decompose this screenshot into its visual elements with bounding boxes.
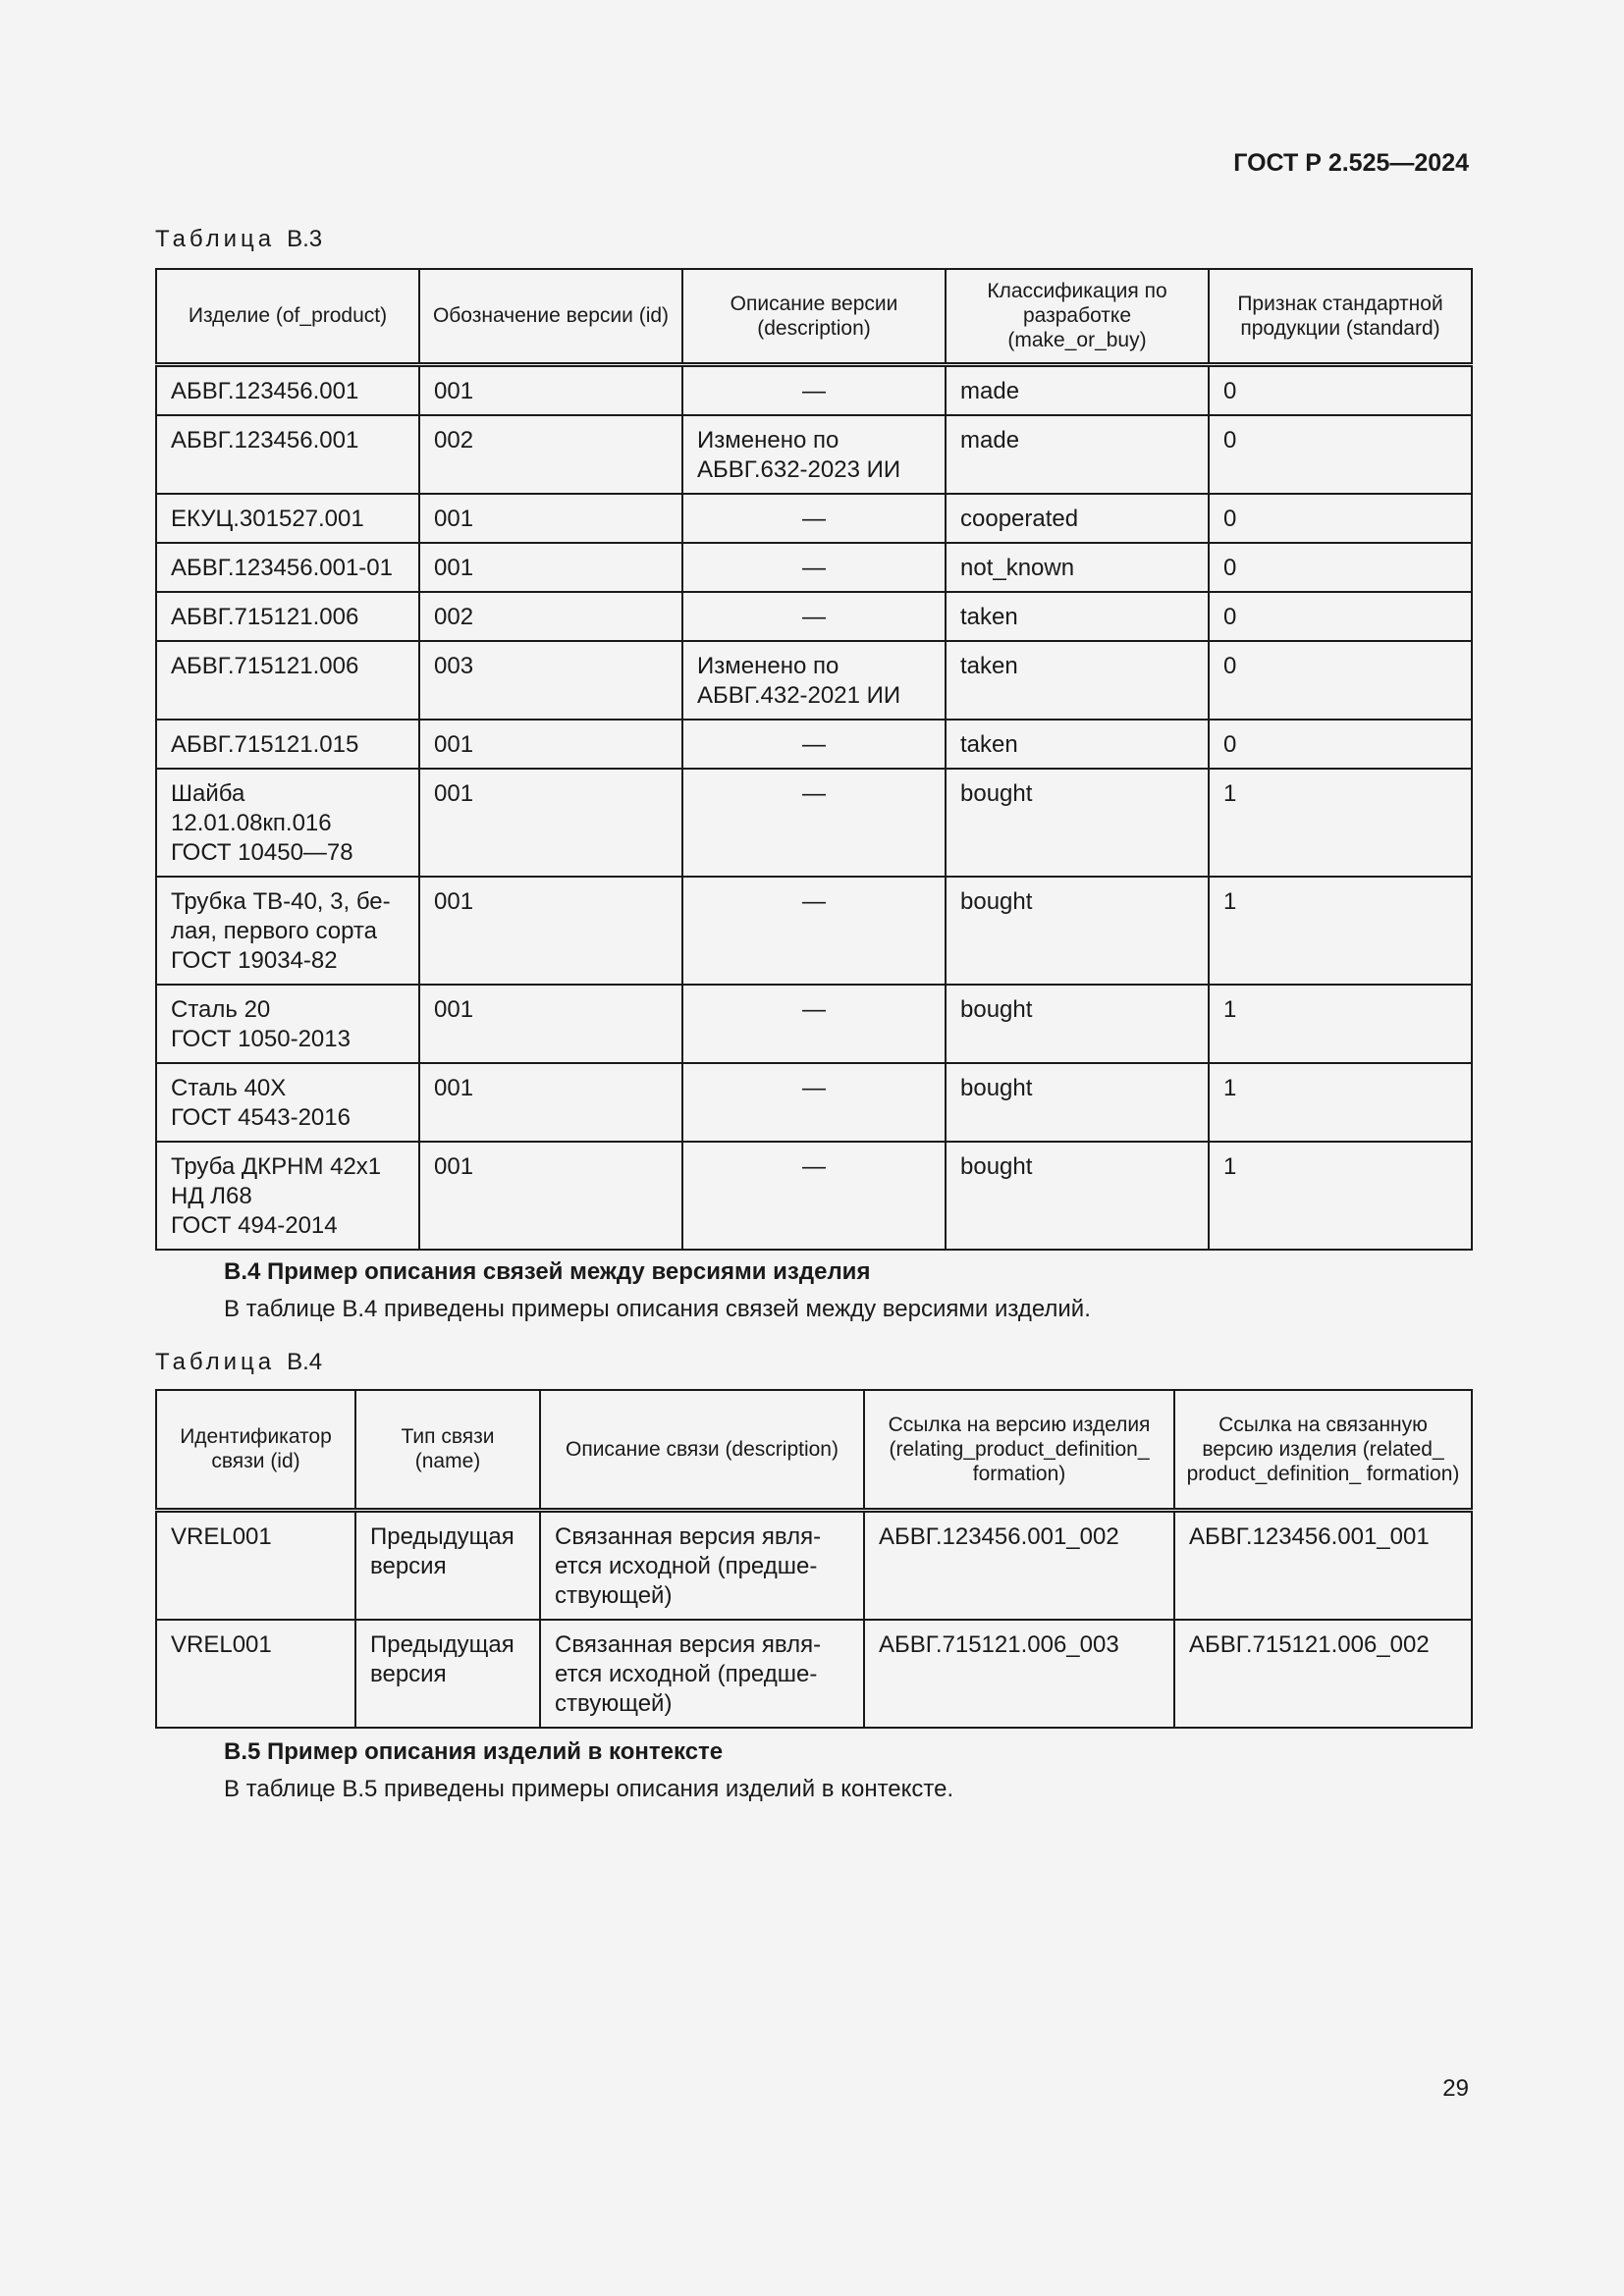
cell-standard: 0 xyxy=(1209,641,1472,720)
page-number: 29 xyxy=(1442,2075,1469,2102)
cell-make-or-buy: taken xyxy=(946,592,1209,641)
cell-product: АБВГ.715121.015 xyxy=(156,720,419,769)
cell-make-or-buy: bought xyxy=(946,1142,1209,1250)
cell-product: АБВГ.123456.001 xyxy=(156,364,419,415)
section-b5-heading: В.5 Пример описания изделий в контексте xyxy=(224,1738,724,1765)
cell-standard: 1 xyxy=(1209,769,1472,877)
table-b4-header-related: Ссылка на связанную версию изделия (related_ product_definition_ formation) xyxy=(1174,1390,1472,1510)
table-row xyxy=(156,641,1472,720)
table-b3-header-version-id: Обозначение версии (id) xyxy=(419,269,682,364)
cell-make-or-buy: made xyxy=(946,364,1209,415)
cell-standard: 0 xyxy=(1209,543,1472,592)
cell-version-id: 001 xyxy=(419,877,682,985)
table-row xyxy=(156,1510,1472,1620)
cell-version-id: 001 xyxy=(419,494,682,543)
cell-related-version: АБВГ.715121.006_002 xyxy=(1174,1620,1472,1728)
cell-relating-version: АБВГ.715121.006_003 xyxy=(864,1620,1174,1728)
table-b4-header-name: Тип связи (name) xyxy=(355,1390,540,1510)
cell-standard: 0 xyxy=(1209,720,1472,769)
cell-standard: 1 xyxy=(1209,1142,1472,1250)
cell-description: — xyxy=(682,1142,946,1250)
cell-product: Сталь 40Х ГОСТ 4543-2016 xyxy=(156,1063,419,1142)
cell-description: — xyxy=(682,1063,946,1142)
cell-relation-id: VREL001 xyxy=(156,1620,355,1728)
section-b4-text: В таблице В.4 приведены примеры описания связей между версиями изделий. xyxy=(224,1296,1091,1322)
table-b3-title-word: Таблица xyxy=(155,226,276,252)
cell-product: Шайба 12.01.08кп.016 ГОСТ 10450—78 xyxy=(156,769,419,877)
table-row xyxy=(156,592,1472,641)
table-b3-header-description: Описание версии (description) xyxy=(682,269,946,364)
cell-standard: 0 xyxy=(1209,494,1472,543)
cell-version-id: 001 xyxy=(419,1063,682,1142)
table-row xyxy=(156,1063,1472,1142)
table-b3-header-product: Изделие (of_product) xyxy=(156,269,419,364)
table-b4 xyxy=(155,1389,1473,1729)
cell-description: — xyxy=(682,494,946,543)
cell-version-id: 001 xyxy=(419,1142,682,1250)
cell-make-or-buy: made xyxy=(946,415,1209,494)
cell-description: Изменено по АБВГ.632-2023 ИИ xyxy=(682,415,946,494)
table-b3-header-make-or-buy: Классификация по разработке (make_or_buy) xyxy=(946,269,1209,364)
cell-standard: 0 xyxy=(1209,592,1472,641)
table-b3-title xyxy=(155,226,322,253)
table-b4-header-description: Описание связи (description) xyxy=(540,1390,864,1510)
table-row xyxy=(156,1142,1472,1250)
table-row xyxy=(156,1620,1472,1728)
cell-description: — xyxy=(682,769,946,877)
table-row xyxy=(156,720,1472,769)
cell-standard: 1 xyxy=(1209,877,1472,985)
cell-product: АБВГ.715121.006 xyxy=(156,641,419,720)
table-row xyxy=(156,543,1472,592)
cell-product: Сталь 20 ГОСТ 1050-2013 xyxy=(156,985,419,1063)
table-b3-header-standard: Признак стандартной продукции (standard) xyxy=(1209,269,1472,364)
cell-related-version: АБВГ.123456.001_001 xyxy=(1174,1510,1472,1620)
cell-make-or-buy: bought xyxy=(946,877,1209,985)
table-b4-title xyxy=(155,1349,322,1376)
cell-product: АБВГ.123456.001-01 xyxy=(156,543,419,592)
cell-make-or-buy: not_known xyxy=(946,543,1209,592)
cell-relation-type: Предыдущая версия xyxy=(355,1620,540,1728)
cell-product: АБВГ.123456.001 xyxy=(156,415,419,494)
cell-standard: 0 xyxy=(1209,415,1472,494)
cell-relation-id: VREL001 xyxy=(156,1510,355,1620)
cell-make-or-buy: bought xyxy=(946,1063,1209,1142)
table-row xyxy=(156,985,1472,1063)
table-row xyxy=(156,364,1472,415)
cell-version-id: 002 xyxy=(419,415,682,494)
cell-version-id: 001 xyxy=(419,720,682,769)
cell-standard: 1 xyxy=(1209,985,1472,1063)
cell-description: — xyxy=(682,720,946,769)
cell-product: Труба ДКРНМ 42x1 НД Л68 ГОСТ 494-2014 xyxy=(156,1142,419,1250)
table-b4-title-number: В.4 xyxy=(287,1349,323,1375)
cell-product: АБВГ.715121.006 xyxy=(156,592,419,641)
cell-product: Трубка ТВ-40, 3, бе- лая, первого сорта ГОСТ 19034-82 xyxy=(156,877,419,985)
cell-description: — xyxy=(682,543,946,592)
cell-relating-version: АБВГ.123456.001_002 xyxy=(864,1510,1174,1620)
cell-relation-type: Предыдущая версия xyxy=(355,1510,540,1620)
cell-version-id: 003 xyxy=(419,641,682,720)
cell-standard: 0 xyxy=(1209,364,1472,415)
cell-relation-description: Связанная версия явля- ется исходной (предше- ствующей) xyxy=(540,1620,864,1728)
table-b3-header-row xyxy=(156,269,1472,364)
cell-description: — xyxy=(682,592,946,641)
cell-description: — xyxy=(682,985,946,1063)
cell-product: ЕКУЦ.301527.001 xyxy=(156,494,419,543)
cell-make-or-buy: bought xyxy=(946,985,1209,1063)
cell-make-or-buy: bought xyxy=(946,769,1209,877)
table-row xyxy=(156,769,1472,877)
table-b4-title-word: Таблица xyxy=(155,1349,276,1375)
cell-version-id: 001 xyxy=(419,769,682,877)
cell-make-or-buy: cooperated xyxy=(946,494,1209,543)
table-b4-header-row xyxy=(156,1390,1472,1510)
table-b4-header-id: Идентификатор связи (id) xyxy=(156,1390,355,1510)
table-row xyxy=(156,494,1472,543)
cell-standard: 1 xyxy=(1209,1063,1472,1142)
cell-description: — xyxy=(682,877,946,985)
table-row xyxy=(156,415,1472,494)
cell-description: — xyxy=(682,364,946,415)
section-b5-text: В таблице В.5 приведены примеры описания изделий в контексте. xyxy=(224,1776,954,1802)
table-b3-title-number: В.3 xyxy=(287,226,323,252)
table-row xyxy=(156,877,1472,985)
cell-version-id: 001 xyxy=(419,985,682,1063)
table-b4-header-relating: Ссылка на версию изделия (relating_product_definition_ formation) xyxy=(864,1390,1174,1510)
cell-make-or-buy: taken xyxy=(946,720,1209,769)
cell-description: Изменено по АБВГ.432-2021 ИИ xyxy=(682,641,946,720)
cell-version-id: 001 xyxy=(419,543,682,592)
cell-make-or-buy: taken xyxy=(946,641,1209,720)
document-code: ГОСТ Р 2.525—2024 xyxy=(1233,149,1469,177)
section-b4-heading: В.4 Пример описания связей между версиями изделия xyxy=(224,1258,871,1285)
table-b3 xyxy=(155,268,1473,1251)
cell-version-id: 002 xyxy=(419,592,682,641)
cell-relation-description: Связанная версия явля- ется исходной (предше- ствующей) xyxy=(540,1510,864,1620)
cell-version-id: 001 xyxy=(419,364,682,415)
